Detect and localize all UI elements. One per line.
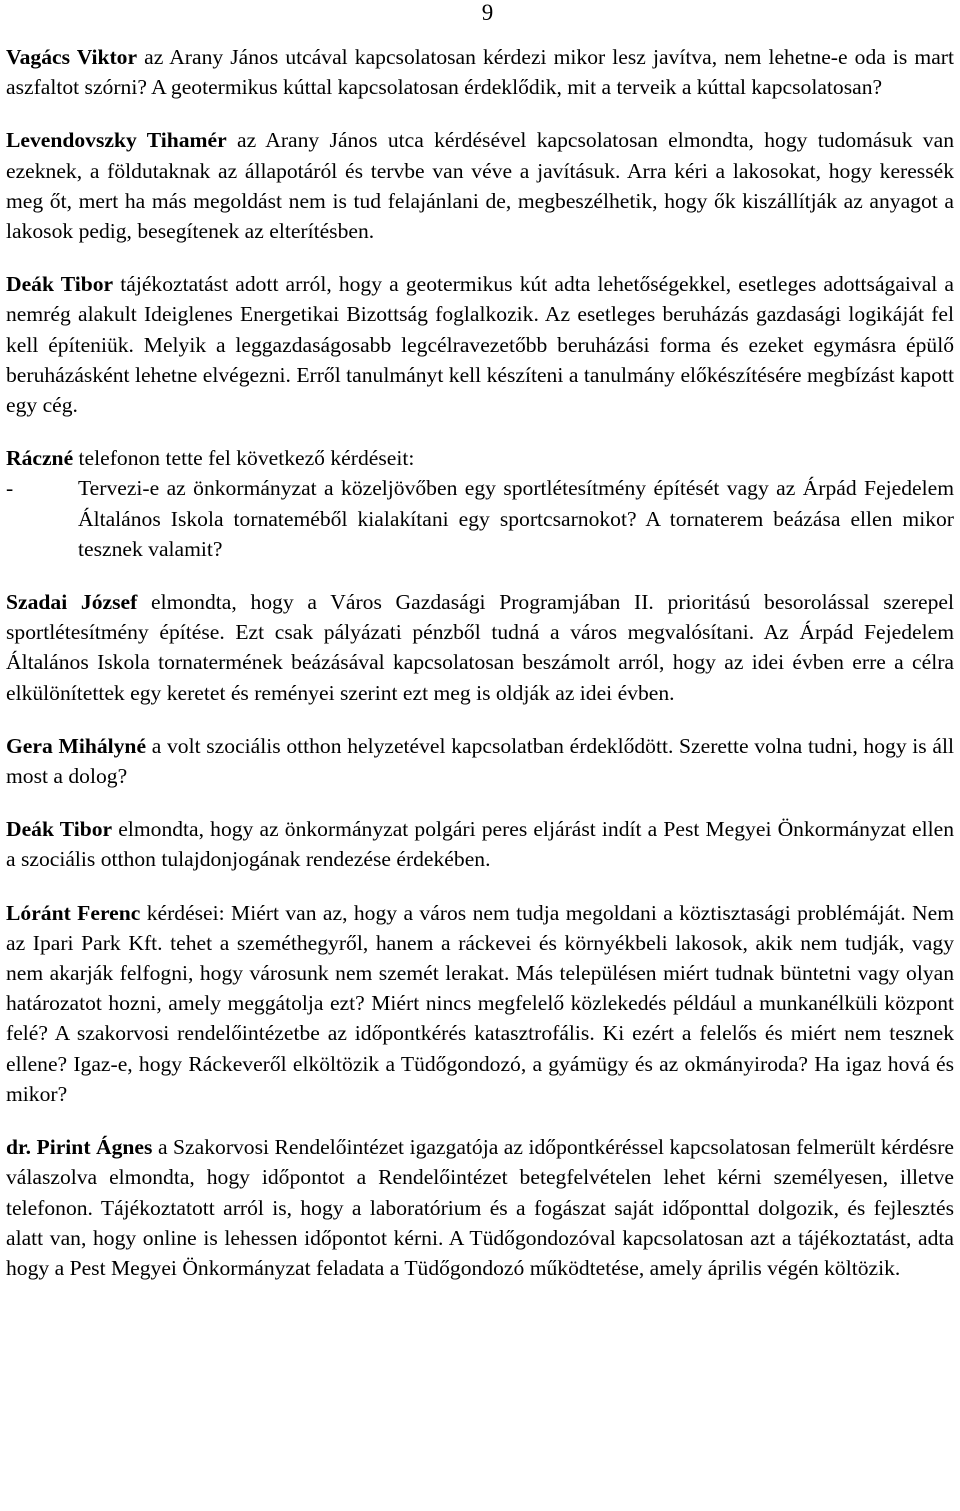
paragraph-pirint xyxy=(6,1132,954,1283)
speaker-name: Deák Tibor xyxy=(6,272,114,297)
document-body xyxy=(6,42,954,1283)
paragraph-text: az Arany János utca kérdésével kapcsolatosan elmondta, hogy tudomásuk van ezeknek, a földutaknak az állapotáról és tervbe van véve a javításuk. Arra kéri a lakosokat, hogy keressék meg őt, mert ha más megoldást nem is tud felajánlani de, megbeszélhetik, hogy ők kiszállítják az anyagot a lakosok pedig, besegítenek az elterítésben. xyxy=(6,128,954,244)
speaker-name: Levendovszky Tihamér xyxy=(6,128,227,153)
paragraph-text: elmondta, hogy az önkormányzat polgári peres eljárást indít a Pest Megyei Önkormányzat ellen a szociális otthon tulajdonjogának rendezése érdekében. xyxy=(6,817,954,872)
list-item-text: Tervezi-e az önkormányzat a közeljövőben egy sportlétesítmény építését vagy az Árpád Fejedelem Általános Iskola tornateméből kialakítani egy sportcsarnokot? A tornaterem beázása ellen mikor tesznek valamit? xyxy=(78,476,954,561)
list-item xyxy=(6,473,954,564)
paragraph-text: elmondta, hogy a Város Gazdasági Programjában II. prioritású besorolással szerepel sportlétesítmény építése. Ezt csak pályázati pénzből tudná a város megvalósítani. Az Árpád Fejedelem Általános Iskola tornatermének beázásával kapcsolatosan beszámolt arról, hogy az idei évben erre a célra elkülönítettek egy keretet és reményei szerint ezt meg is oldják az idei évben. xyxy=(6,590,955,705)
speaker-name: Vagács Viktor xyxy=(6,45,138,69)
page-number: 9 xyxy=(481,0,494,25)
paragraph-deak-2 xyxy=(6,814,954,874)
speaker-name: Gera Mihályné xyxy=(6,733,147,758)
paragraph-szadai xyxy=(6,587,954,708)
speaker-name: Szadai József xyxy=(6,590,138,615)
paragraph-deak-1 xyxy=(6,269,954,420)
paragraph-levendovszky xyxy=(6,125,954,246)
speaker-name: Lóránt Ferenc xyxy=(6,900,141,925)
paragraph-text: az Arany János utcával kapcsolatosan kérdezi mikor lesz javítva, nem lehetne-e oda is mart aszfaltot szórni? A geotermikus kúttal kapcsolatosan érdeklődik, mit a terveik a kúttal kapcsolatosan? xyxy=(6,45,954,100)
paragraph-text: telefonon tette fel következő kérdéseit: xyxy=(73,446,415,471)
paragraph-lorant xyxy=(6,898,954,1109)
paragraph-gera xyxy=(6,731,954,791)
paragraph-raczne xyxy=(6,443,954,473)
paragraph-text: tájékoztatást adott arról, hogy a geotermikus kút adta lehetőségekkel, esetleges adottságaival a nemrég alakult Ideiglenes Energetikai Bizottság foglalkozik. Az esetleges beruházás gazdasági logikáját fel kell építeniük. Melyik a leggazdaságosabb legcélravezetőbb beruházási forma és ezeket egymásra épülő beruházásként lehetne elvégezni. Erről tanulmányt kell készíteni a tanulmány előkészítésére megbízást kapott egy cég. xyxy=(6,272,954,418)
paragraph-text: a volt szociális otthon helyzetével kapcsolatban érdeklődött. Szerette volna tudni, hogy is áll most a dolog? xyxy=(6,733,954,789)
paragraph-text: a Szakorvosi Rendelőintézet igazgatója az időpontkéréssel kapcsolatosan felmerült kérdésre válaszolva elmondta, hogy időpontot a Rendelőintézet betegfelvételen lehet kérni személyesen, illetve telefonon. Tájékoztatott arról is, hogy a laboratórium és a fogászat saját időponttal dolgozik, és fejlesztés alatt van, hogy online is lehessen időpontot kérni. A Tüdőgondozóval kapcsolatosan azt a tájékoztatást, adta hogy a Pest Megyei Önkormányzat feladata a Tüdőgondozó működtetése, amely április végén költözik. xyxy=(6,1135,955,1280)
speaker-name: Ráczné xyxy=(6,446,74,471)
speaker-name: dr. Pirint Ágnes xyxy=(6,1135,153,1160)
paragraph-vagacs xyxy=(6,42,954,102)
list-marker: - xyxy=(6,476,14,501)
speaker-name: Deák Tibor xyxy=(6,817,113,842)
paragraph-text: kérdései: Miért van az, hogy a város nem tudja megoldani a köztisztasági problémáját. Nem az Ipari Park Kft. tehet a szeméthegyről, hanem a ráckevei és környékbeli lakosok, akik nem tudják, vagy nem akarják felfogni, hogy városunk nem szemét lerakat. Más településen miért tudnak büntetni vagy olyan határozatot hozni, amely meggátolja ezt? Miért nincs megfelelő közlekedés például a munkanélküli központ felé? A szakorvosi rendelőintézetbe az időpontkérés katasztrofális. Ki ezért a felelős és miért nem tesznek ellene? Igaz-e, hogy Ráckeveről elköltözik a Tüdőgondozó, a gyámügy és az okmányiroda? Ha igaz hová és mikor? xyxy=(6,900,954,1106)
